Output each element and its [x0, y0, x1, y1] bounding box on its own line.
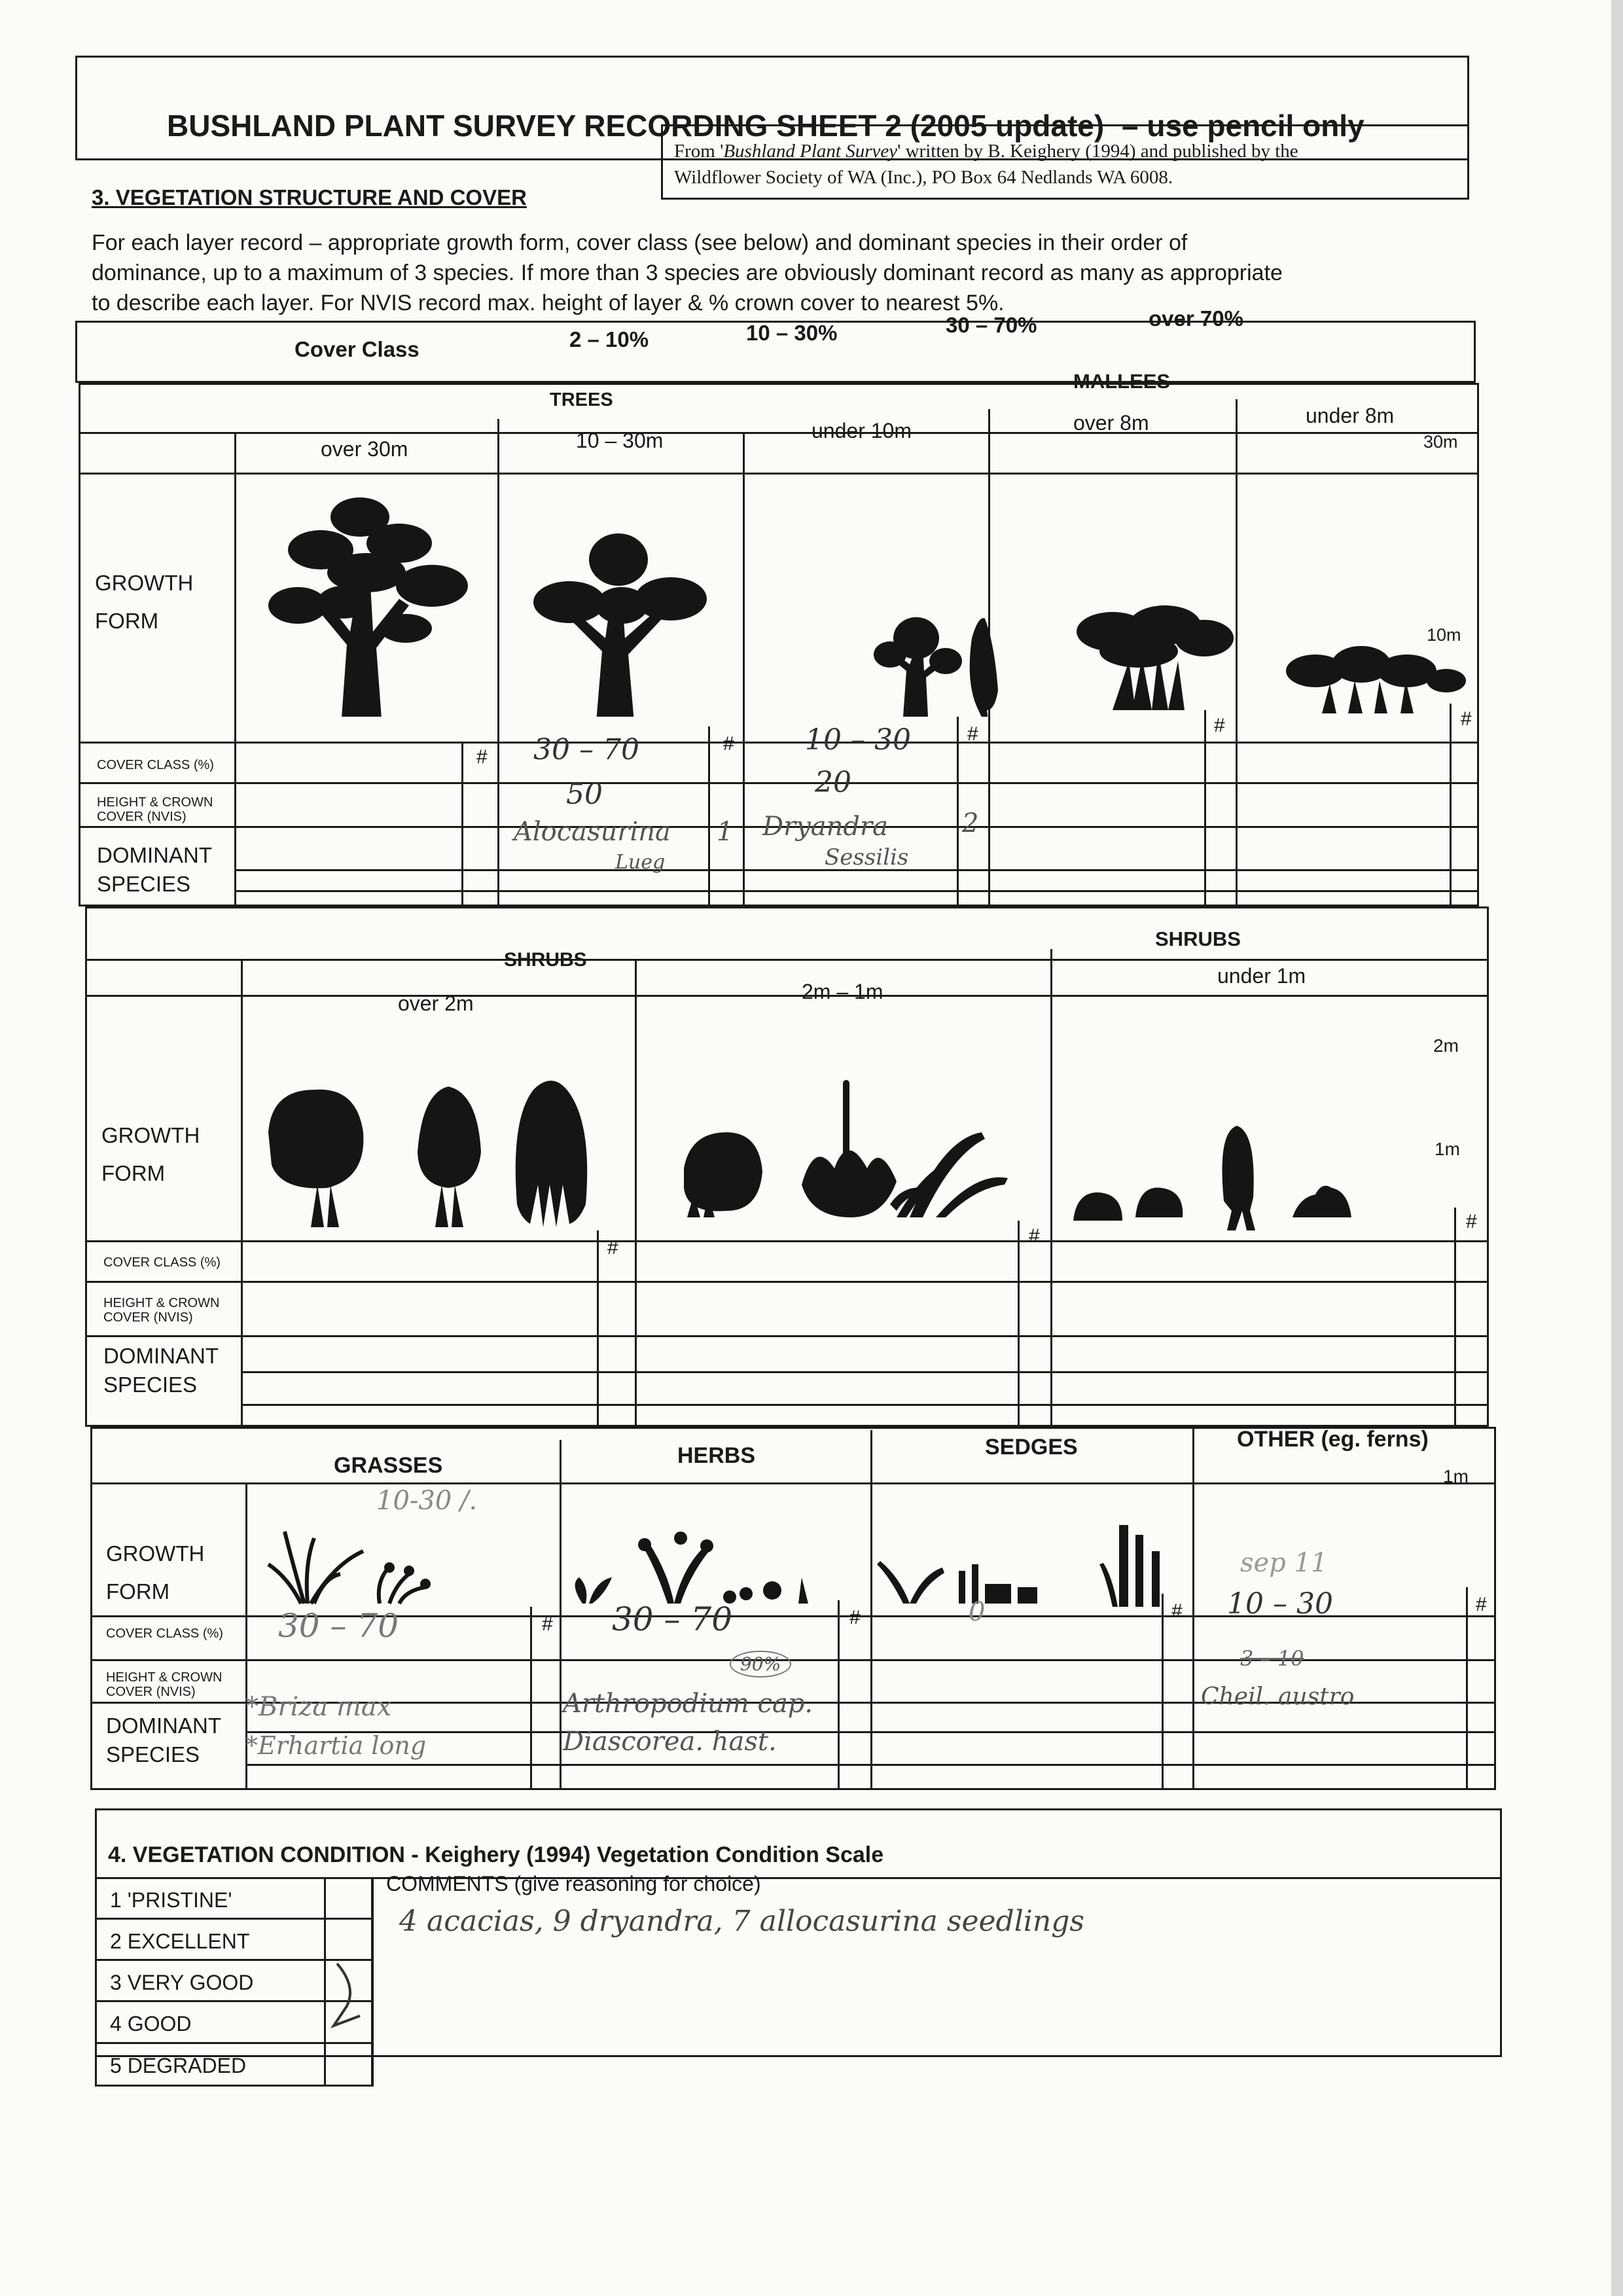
medium-tree-icon: [533, 533, 707, 717]
ground-col-div-2: [870, 1430, 872, 1790]
trees-under10-rank[interactable]: 2: [962, 808, 979, 838]
ground-hash-1: #: [542, 1613, 553, 1635]
shrubs-hash-2: #: [1029, 1225, 1040, 1247]
shrubs-row-line-1: [85, 1240, 1489, 1242]
shrubs-cover-class-label: COVER CLASS (%): [103, 1255, 221, 1270]
source-line-1: From 'Bushland Plant Survey' written by B. Keighery (1994) and published by the: [674, 141, 1298, 162]
shrubs-growth-form-label: GROWTH FORM: [101, 1123, 200, 1185]
ground-cover-class-label: COVER CLASS (%): [106, 1626, 223, 1641]
trees-under10-species-1[interactable]: Dryandra: [762, 812, 888, 842]
grasses-species-1[interactable]: *Briza max: [245, 1692, 392, 1722]
form-title-suffix: – use pencil only: [1121, 109, 1364, 143]
trees-under10-species-1b[interactable]: Sessilis: [825, 844, 909, 870]
tree-col-under10: under 10m: [812, 419, 912, 442]
tree-scale-30m: 30m: [1423, 432, 1458, 452]
grasses-note-entry[interactable]: 10-30 /.: [376, 1486, 478, 1516]
shrubs-row-line-3: [85, 1335, 1489, 1337]
shrubs-left-label: SHRUBS: [504, 949, 587, 971]
sedge-icon: [877, 1561, 1037, 1604]
small-tree-icon: [874, 617, 962, 717]
trees-hash-col-2: [708, 726, 710, 906]
shrub-col-over2: over 2m: [398, 992, 474, 1015]
shrub-col-under1: under 1m: [1217, 964, 1306, 988]
condition-very-good[interactable]: 3 VERY GOOD: [110, 1971, 254, 1994]
shrubs-row-line-2: [85, 1281, 1489, 1283]
condition-good[interactable]: 4 GOOD: [110, 2012, 192, 2036]
shrubs-dominant-species-label: DOMINANT SPECIES: [103, 1344, 219, 1397]
herbs-species-2[interactable]: Diascorea. hast.: [563, 1727, 777, 1757]
ground-height-crown-label: HEIGHT & CROWN COVER (NVIS): [106, 1670, 223, 1699]
conical-tree-icon: [970, 618, 998, 717]
tree-col-10-30: 10 – 30m: [576, 429, 664, 452]
trees-10-30-cover-entry[interactable]: 30 – 70: [533, 733, 639, 766]
ground-hash-3: #: [1171, 1600, 1183, 1622]
low-shrub-icon: [1073, 1126, 1351, 1230]
other-label: OTHER (eg. ferns): [1237, 1427, 1429, 1452]
ground-hash-col-1: [530, 1607, 532, 1790]
shrubs-hash-col-2: [1018, 1221, 1020, 1427]
shrubs-height-crown-label: HEIGHT & CROWN COVER (NVIS): [103, 1296, 220, 1325]
condition-pristine[interactable]: 1 'PRISTINE': [110, 1888, 232, 1912]
trees-label: TREES: [550, 389, 613, 410]
reed-icon: [1099, 1525, 1160, 1607]
herb-icon: [575, 1532, 808, 1604]
shrubs-row-line-4: [241, 1371, 1489, 1373]
scan-edge: [1611, 0, 1623, 2296]
trees-growth-form-label: GROWTH FORM: [95, 571, 194, 633]
grasses-species-2[interactable]: *Erhartia long: [245, 1731, 427, 1760]
shrubs-header-line: [85, 959, 1489, 961]
ground-hash-col-2: [838, 1600, 840, 1790]
shrubs-right-label: SHRUBS: [1155, 927, 1241, 950]
trees-hash-col-3: [957, 717, 959, 906]
mallee-col-under8: under 8m: [1306, 404, 1395, 427]
other-species-1[interactable]: Cheil. austro: [1201, 1683, 1355, 1710]
mallee-tall-icon: [1077, 605, 1234, 710]
ground-dominant-species-label: DOMINANT SPECIES: [106, 1713, 221, 1767]
ground-hash-col-3: [1162, 1594, 1164, 1790]
tall-shrub-icon: [268, 1081, 587, 1227]
herbs-species-1[interactable]: Arthropodium cap.: [563, 1689, 813, 1719]
trees-row-line-1: [79, 742, 1479, 744]
grass-seed-icon: [384, 1562, 431, 1589]
comments-label: COMMENTS (give reasoning for choice): [386, 1872, 761, 1895]
ground-hash-col-4: [1466, 1587, 1468, 1790]
fern-shrub-icon: [890, 1132, 1008, 1217]
other-cover-entry[interactable]: 10 – 30: [1227, 1587, 1333, 1621]
sedges-label: SEDGES: [985, 1435, 1078, 1460]
trees-height-crown-label: HEIGHT & CROWN COVER (NVIS): [97, 795, 213, 824]
herbs-height-entry[interactable]: 90%: [730, 1651, 791, 1677]
shrubs-hash-3: #: [1466, 1211, 1477, 1232]
shrub-scale-2m: 2m: [1433, 1035, 1459, 1056]
instructions-line-1: For each layer record – appropriate growth form, cover class (see below) and dominant species in their order of: [92, 230, 1188, 255]
cover-range-4: over 70%: [1149, 306, 1243, 331]
trees-under10-cover-entry[interactable]: 10 – 30: [805, 723, 911, 757]
trees-cover-class-label: COVER CLASS (%): [97, 758, 214, 772]
trees-hash-col-1: [461, 742, 463, 906]
ground-row-line-5: [245, 1764, 1496, 1766]
trees-10-30-height-entry[interactable]: 50: [566, 778, 603, 811]
ground-header-line: [90, 1482, 1496, 1484]
shrubs-hash-col-3: [1454, 1208, 1456, 1427]
trees-row-line-5: [234, 890, 1479, 892]
ground-hash-2: #: [849, 1607, 861, 1628]
trees-under10-height-entry[interactable]: 20: [815, 766, 851, 799]
trees-hash-2: #: [723, 733, 734, 755]
tall-tree-icon: [268, 497, 468, 717]
trees-hash-4: #: [1214, 715, 1225, 736]
ground-growth-form-label: GROWTH FORM: [106, 1541, 205, 1604]
condition-check-mark-icon: [324, 1960, 376, 2032]
shrub-col-2-1: 2m – 1m: [802, 980, 883, 1003]
trees-row-line-2: [79, 782, 1479, 784]
mallee-short-icon: [1286, 646, 1466, 713]
sedges-cover-entry[interactable]: 0: [969, 1597, 986, 1627]
form-title-main: BUSHLAND PLANT SURVEY RECORDING SHEET 2 (2005 update): [167, 109, 1105, 143]
ground-scale-1m: 1m: [1443, 1466, 1469, 1486]
tree-col-over30: over 30m: [321, 437, 408, 461]
ground-row-line-4: [245, 1731, 1496, 1733]
instructions-line-2: dominance, up to a maximum of 3 species. If more than 3 species are obviously dominant record as many as appropriate: [92, 260, 1283, 285]
herbs-cover-entry[interactable]: 30 – 70: [612, 1600, 733, 1638]
shrubs-hash-1: #: [607, 1237, 618, 1259]
instructions-line-3: to describe each layer. For NVIS record max. height of layer & % crown cover to nearest 5%.: [92, 291, 1005, 315]
trees-hash-col-5: [1450, 704, 1452, 906]
other-note-entry[interactable]: sep 11: [1240, 1548, 1328, 1578]
grasstree-icon: [802, 1080, 897, 1217]
grasses-label: GRASSES: [334, 1453, 443, 1478]
medium-shrub-icon: [684, 1132, 762, 1217]
condition-degraded[interactable]: 5 DEGRADED: [110, 2054, 247, 2077]
comments-entry[interactable]: 4 acacias, 9 dryandra, 7 allocasurina seedlings: [399, 1905, 1084, 1938]
mallee-col-over8: over 8m: [1073, 411, 1149, 435]
herbs-label: HERBS: [677, 1443, 756, 1468]
trees-dominant-species-label: DOMINANT SPECIES: [97, 843, 212, 896]
source-line-2: Wildflower Society of WA (Inc.), PO Box 64 Nedlands WA 6008.: [674, 167, 1173, 188]
trees-hash-1: #: [476, 746, 488, 768]
trees-hash-col-4: [1204, 710, 1206, 906]
trees-header-line: [79, 432, 1479, 434]
cover-range-2: 10 – 30%: [746, 321, 838, 345]
trees-10-30-species-1b[interactable]: Lueg: [615, 851, 666, 874]
source-book-title: Bushland Plant Survey: [723, 141, 898, 162]
grass-icon: [268, 1532, 425, 1604]
ground-hash-4: #: [1476, 1594, 1487, 1615]
trees-hash-3: #: [967, 723, 978, 745]
shrubs-hash-col-1: [597, 1230, 599, 1427]
shrubs-colhead-line: [85, 995, 1489, 997]
tree-scale-10m: 10m: [1427, 625, 1461, 645]
trees-hash-5: #: [1461, 708, 1472, 730]
shrub-scale-1m: 1m: [1435, 1139, 1460, 1159]
grasses-cover-entry[interactable]: 30 – 70: [278, 1607, 399, 1645]
cover-class-label: Cover Class: [294, 337, 419, 361]
mallees-label: MALLEES: [1073, 370, 1171, 393]
shrubs-row-line-5: [241, 1404, 1489, 1406]
trees-10-30-species-1[interactable]: Alocasurina: [514, 817, 671, 847]
cover-range-1: 2 – 10%: [569, 327, 649, 351]
section3-heading: 3. VEGETATION STRUCTURE AND COVER: [92, 185, 527, 209]
trees-10-30-rank[interactable]: 1: [717, 817, 734, 847]
tree-icons: [236, 475, 1479, 717]
other-height-struck-entry[interactable]: 3 – 10: [1240, 1646, 1304, 1671]
shrub-icons: [242, 1021, 1486, 1230]
condition-excellent[interactable]: 2 EXCELLENT: [110, 1929, 250, 1953]
section4-heading: 4. VEGETATION CONDITION - Keighery (1994) Vegetation Condition Scale: [108, 1842, 884, 1867]
cover-range-3: 30 – 70%: [946, 313, 1037, 337]
